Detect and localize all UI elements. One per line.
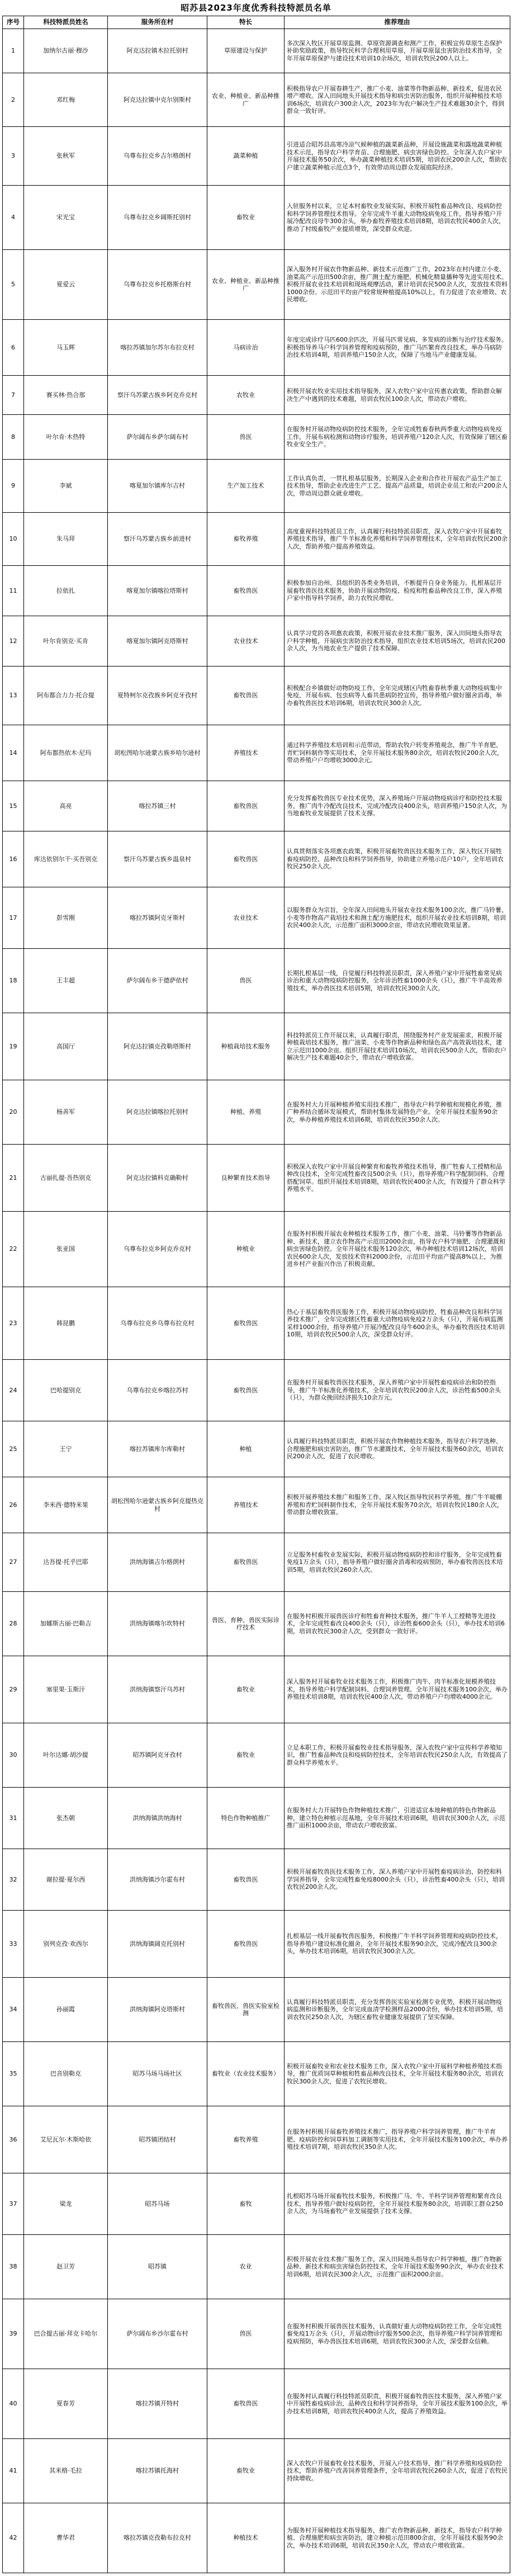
specialty: 畜牧兽医	[207, 831, 285, 887]
table-row	[3, 415, 510, 460]
recommendation-reason: 科技特派员工作开展以来，认真履行职责，围绕服务村产业发展需求，积极开展种植栽培技术服务，推广油菜、小麦等作物新品种和绿色高产高效栽培技术，建立示范田1000余亩。组织开展技术培训10场次，培训农民500余人次，帮助农户解决生产技术难题40余个，带动农户增收致富。	[285, 1013, 510, 1080]
specialty: 种植栽培技术服务	[207, 1013, 285, 1080]
service-village: 喀夏加尔镇喀拉塔斯村	[108, 566, 207, 616]
commissioner-name: 叶尔肯·木热特	[24, 415, 108, 460]
header-name: 科技特派员姓名	[24, 16, 108, 29]
commissioner-name: 梁龙	[24, 2173, 108, 2235]
table-row	[3, 376, 510, 415]
service-village: 阿克达拉镇科克确勒村	[108, 1145, 207, 1212]
row-number: 8	[3, 415, 24, 460]
table-row	[3, 2042, 510, 2106]
table-row	[3, 2503, 510, 2573]
specialty: 畜牧业（农业技术服务）	[207, 2042, 285, 2106]
table-row	[3, 513, 510, 566]
row-number: 35	[3, 2042, 24, 2106]
row-number: 13	[3, 667, 24, 725]
row-number: 10	[3, 513, 24, 566]
table-row	[3, 1978, 510, 2042]
service-village: 洪纳海镇吉尔格朗村	[108, 1533, 207, 1592]
service-village: 乌尊布拉克乡喀拉苏村	[108, 1360, 207, 1421]
service-village: 喀拉苏镇三村	[108, 781, 207, 831]
specialty: 特色作物种植推广	[207, 1788, 285, 1849]
commissioner-name: 王宁	[24, 1421, 108, 1477]
row-number: 33	[3, 1911, 24, 1978]
table-row	[3, 566, 510, 616]
table-row	[3, 320, 510, 376]
service-village: 喀夏加尔镇阿克塔斯村	[108, 616, 207, 667]
commissioner-name: 赛买林·热合那	[24, 376, 108, 415]
row-number: 18	[3, 949, 24, 1013]
specialty: 畜牧兽医、兽医实验室检测	[207, 1978, 285, 2042]
recommendation-reason: 立足本职工作，积极开展畜牧业技术指导服务，深入农牧户家中宣传科学养殖知识，推广牲畜品种改良和疫病防控技术，全年培训农牧民250余人次，有效提高了群众科学养殖水平。	[285, 1723, 510, 1788]
table-row	[3, 1287, 510, 1360]
row-number: 22	[3, 1212, 24, 1287]
table-row	[3, 1013, 510, 1080]
commissioner-name: 别列克孜·欢西尔	[24, 1911, 108, 1978]
recommendation-reason: 在服务村大力开展种植养殖实用技术推广，指导农户科学种植和规模化养殖，推广种养结合循环发展模式，帮助村集体发展特色产业。全年开展技术服务90余次，举办种植养殖技术培训6期，培训农牧民350余人次。	[285, 1080, 510, 1145]
recommendation-reason: 在服务村开展动物疫病防控技术服务，全年完成牲畜春秋两季重大动物疫病免疫工作，开展布病检测和动物诊疗服务，培训养殖户120余人次，有效保障了辖区畜牧业安全生产。	[285, 415, 510, 460]
service-village: 察汗乌苏蒙古族乡温泉村	[108, 831, 207, 887]
row-number: 3	[3, 127, 24, 186]
recommendation-reason: 长期扎根基层一线，自觉履行科技特派员职责，深入养殖户家中开展牲畜常见病诊治和重大动物疫病防控服务，全年诊治牲畜1000余头（只），推广牛羊高效养殖技术，举办兽医技术培训5期，培训农牧民300余人次。	[285, 949, 510, 1013]
recommendation-reason: 在服务村积极开展兽医诊疗和牲畜育种技术服务，推广牛羊人工授精等先进技术，全年完成牲畜改良400余头（只），诊治牲畜600余头（只），举办技术培训6期，培训农牧民300余人次，受到群众一致好评。	[285, 1592, 510, 1656]
row-number: 4	[3, 186, 24, 250]
recommendation-reason: 深入服务村开展农作物新品种、新技术示范推广工作，2023年在村内建立小麦、油菜高产示范田500余亩，推广测土配方施肥、机械化精量播种等先进实用技术。积极开展农业技术培训和现场观摩活动，累计培训农民500余人次，发放技术资料1000余份。示范田平均亩产较常规种植提高10%以上，有力促进了农业增效、农民增收。	[285, 250, 510, 320]
specialty: 畜牧兽医	[207, 781, 285, 831]
table-row	[3, 949, 510, 1013]
recommendation-reason: 积极开展养殖技术推广和服务工作，深入牧区指导牧民科学养殖，推广牛羊暖棚养殖和青贮饲料制作技术，全年开展技术服务70余次，培训农牧民180余人次，带动群众增收致富。	[285, 1477, 510, 1533]
recommendation-reason: 积极开展畜牧兽医技术服务工作，深入养殖户家中开展牲畜疫病诊治、防控和科学饲养指导，全年完成牲畜免疫8000余头（只），诊治牲畜400余头（只），培训农牧民200余人次。	[285, 1849, 510, 1911]
commissioner-name: 库达依别尔干·买吾别克	[24, 831, 108, 887]
commissioner-name: 曹华君	[24, 2503, 108, 2573]
row-number: 15	[3, 781, 24, 831]
table-row	[3, 2299, 510, 2369]
specialty: 蔬菜种植	[207, 127, 285, 186]
specialty: 畜牧业	[207, 1656, 285, 1723]
service-village: 夏特柯尔克孜族乡阿克牙孜村	[108, 667, 207, 725]
recommendation-reason: 立足服务村畜牧业发展实际，积极开展动物疫病防控和诊疗服务，全年完成牲畜免疫1万余头（只），指导养殖户做好圈舍消毒和疫病预防，举办畜牧兽医技术培训5期，培训农牧民260余人次。	[285, 1533, 510, 1592]
commissioner-name: 古丽扎提·吾热别克	[24, 1145, 108, 1212]
recommendation-reason: 积极开展畜牧业和农业技术服务工作，深入农牧户家中开展科学种植养殖技术指导，推广优质饲草种植和牲畜品种改良技术，全年开展技术服务80余次，培训农牧民300余人次，促进了农牧民增收。	[285, 2042, 510, 2106]
row-number: 12	[3, 616, 24, 667]
recommendation-reason: 在服务村开展畜牧兽医技术服务，深入养殖户家中开展牲畜疫病诊治和防控指导，推广牛羊标准化养殖技术，全年培训农牧民200余人次，诊治牲畜500余头（只），为群众挽回经济损失10余万元。	[285, 1360, 510, 1421]
row-number: 9	[3, 460, 24, 513]
recommendation-reason: 认真贯彻落实各项惠农政策，积极开展畜牧兽医技术服务工作，深入牧区开展牲畜疫病防控、品种改良和科学饲养指导，协助建立养殖示范户10户，全年培训农牧民250余人次。	[285, 831, 510, 887]
row-number: 27	[3, 1533, 24, 1592]
specialty: 畜牧业	[207, 186, 285, 250]
commissioner-name: 谢拉提·夏尔西	[24, 1849, 108, 1911]
specialty: 畜牧业	[207, 2439, 285, 2503]
specialty: 畜牧业	[207, 1723, 285, 1788]
service-village: 乌尊布拉克乡吉尔格朗村	[108, 127, 207, 186]
recommendation-reason: 热心于基层畜牧兽医服务工作，积极开展动物疫病防控、牲畜品种改良和科学饲养技术推广，全年完成辖区牲畜重大动物疫病免疫2万余头（只），开展布病监测采样1000余份，指导养殖户开展冷配改良母牛600余头，举办畜牧兽医技术培训10期，培训农牧民500余人次，深受群众好评。	[285, 1287, 510, 1360]
table-row	[3, 1080, 510, 1145]
table-body	[3, 29, 510, 2573]
recommendation-reason: 扎根昭苏马场开展畜牧技术服务，积极推广马、牛、羊科学饲养管理和繁育改良技术，指导养殖户做好疫病防控，全年开展技术服务80余次，培训职工群众250余人次，为马场畜牧产业发展提供了技术支撑。	[285, 2173, 510, 2235]
recommendation-reason: 以服务群众为宗旨，全年深入田间地头开展农业技术服务100余次，推广马铃薯、小麦等作物高产栽培技术和测土配方施肥技术，组织开展农业技术培训8期，培训农民400余人次，示范推广面积3000余亩，带动农民增收效果显著。	[285, 887, 510, 949]
row-number: 23	[3, 1287, 24, 1360]
service-village: 萨尔阔布乡沙尔霍布村	[108, 2299, 207, 2369]
commissioner-name: 巴哈提别克	[24, 1360, 108, 1421]
recommendation-reason: 通过科学养殖技术培训和示范带动，帮助农牧户转变养殖观念，推广牛羊育肥、青贮饲料制作等实用技术，全年开展技术服务80余次，培训农牧民200余人次，带动养殖户户均增收3000余元。	[285, 725, 510, 781]
commissioner-name: 加纳尔古丽·穆沙	[24, 29, 108, 73]
service-village: 喀拉苏镇库尔库勒村	[108, 1421, 207, 1477]
row-number: 31	[3, 1788, 24, 1849]
recommendation-reason: 工作认真负责，一贯扎根基层服务，长期深入企业和合作社开展农产品生产加工技术指导，帮助企业改进生产工艺、提高产品质量，培训企业员工和农户200余人次，带动周边群众就业增收。	[285, 460, 510, 513]
service-village: 萨尔阔布乡萨尔阔布村	[108, 415, 207, 460]
service-village: 喀夏加尔镇库尔吉村	[108, 460, 207, 513]
service-village: 昭苏马场马场社区	[108, 2042, 207, 2106]
specialty: 畜牧兽医	[207, 1360, 285, 1421]
commissioner-name: 彭雪刚	[24, 887, 108, 949]
commissioner-name: 李米西·德特米果	[24, 1477, 108, 1533]
commissioner-name: 巴音别勒克	[24, 2042, 108, 2106]
row-number: 24	[3, 1360, 24, 1421]
recommendation-reason: 积极开展农业技术推广服务工作，深入田间地头指导农户科学种植，推广作物新品种、新技术和病虫害绿色防控技术，全年开展技术服务90余次，举办农业技术培训6期，培训农民300余人次，示范推广面积2000余亩。	[285, 2235, 510, 2299]
service-village: 昭苏马场	[108, 2173, 207, 2235]
row-number: 36	[3, 2106, 24, 2173]
specialty: 兽医	[207, 2299, 285, 2369]
recommendation-reason: 深入农牧户开展畜牧业技术服务，开展入户技术指导，推广科学养殖和疫病防控技术，帮助养殖户改善饲养管理条件，全年培训农牧民260余人次，促进了农牧民持续增收。	[285, 2439, 510, 2503]
specialty: 畜牧兽医	[207, 1849, 285, 1911]
table-row	[3, 887, 510, 949]
table-row	[3, 2369, 510, 2439]
service-village: 喀拉苏镇开特村	[108, 2369, 207, 2439]
table-row	[3, 781, 510, 831]
table-row	[3, 1421, 510, 1477]
table-row	[3, 1212, 510, 1287]
table-row	[3, 1360, 510, 1421]
specialty: 农业、种植业、新品种推广	[207, 73, 285, 127]
table-row	[3, 2106, 510, 2173]
recommendation-reason: 多次深入牧区开展草原监测、草原资源调查和测产工作，积极宣传草原生态保护补助奖励政策，指导牧民科学合理利用草原，开展草原鼠虫害防治技术指导，全年开展草原保护与建设技术培训10余场次，培训农牧民200人以上。	[285, 29, 510, 73]
specialty: 农业、种植业、新品种推广	[207, 250, 285, 320]
row-number: 5	[3, 250, 24, 320]
specialty: 兽医、育种、兽医实际诊疗技术	[207, 1592, 285, 1656]
specialty: 兽医	[207, 415, 285, 460]
table-row	[3, 1849, 510, 1911]
table-row	[3, 460, 510, 513]
commissioner-name: 朱马拜	[24, 513, 108, 566]
specialty: 种植技术	[207, 2503, 285, 2573]
commissioner-name: 张杰朝	[24, 1788, 108, 1849]
service-village: 洪纳海镇沙尔霍布村	[108, 1849, 207, 1911]
commissioner-name: 阿布都合力力·托合提	[24, 667, 108, 725]
recommendation-reason: 在服务村积极开展兽医技术服务，认真做好重大动物疫病防控工作，全年完成牲畜免疫1万余头（只），开展动物诊疗服务500余次，指导养殖户科学饲养管理和疫病预防，举办兽医技术培训6期，培训农牧民300余人次，深受群众信赖。	[285, 2299, 510, 2369]
row-number: 17	[3, 887, 24, 949]
recommendation-reason: 积极指导农户开展春耕生产，推广小麦、油菜等作物新品种、新技术，促进农民增产增收。深入田间地头开展技术指导和病虫害防治服务，组织开展种植技术培训6场次，培训农户300余人次，2023年为农户解决生产技术难题30余个，得到群众一致好评。	[285, 73, 510, 127]
specialty: 农业技术	[207, 616, 285, 667]
commissioner-table	[2, 16, 510, 2573]
commissioner-name: 其米格·毛拉	[24, 2439, 108, 2503]
table-row	[3, 1788, 510, 1849]
service-village: 阿克达拉镇中克尔别斯村	[108, 73, 207, 127]
table-row	[3, 2439, 510, 2503]
recommendation-reason: 在服务村大力开展特色作物种植技术推广，引进适宜本地种植的特色作物新品种，建立特色种植示范基地，全年开展技术培训6期，培训农民300余人次，示范推广面积1000余亩，带动农户增收致富。	[285, 1788, 510, 1849]
service-village: 阿克达拉镇克孜勒塔斯村	[108, 1013, 207, 1080]
commissioner-name: 塞里果·玉斯汗	[24, 1656, 108, 1723]
recommendation-reason: 高度重视科技特派员工作，认真履行科技特派员职责，深入农牧户家中开展畜牧养殖技术指导，推广牛羊标准化养殖和科学饲养管理技术，全年培训农牧民200余人次，帮助养殖户提高养殖效益。	[285, 513, 510, 566]
row-number: 34	[3, 1978, 24, 2042]
specialty: 农牧业	[207, 376, 285, 415]
specialty: 马病诊治	[207, 320, 285, 376]
specialty: 畜牧兽医	[207, 1287, 285, 1360]
service-village: 察汗乌苏蒙古族乡前进村	[108, 513, 207, 566]
specialty: 种植业	[207, 1212, 285, 1287]
row-number: 25	[3, 1421, 24, 1477]
commissioner-name: 高亮	[24, 781, 108, 831]
row-number: 19	[3, 1013, 24, 1080]
row-number: 2	[3, 73, 24, 127]
recommendation-reason: 在服务村积极开展畜牧养殖技术推广，指导养殖户科学饲养管理，推广牛羊育肥、疫病防控和饲草料加工调制等实用技术，全年开展技术服务100余次，举办养殖技术培训7期，培训农牧民350余人次。	[285, 2106, 510, 2173]
recommendation-reason: 为服务村开展种植技术指导服务，推广农作物新品种、新技术，指导农户科学种植、合理施肥和病虫害防治，建立种植示范田800余亩，全年开展技术服务90余次，举办技术培训6期，培训农民350余人次，带动农户增收致富。	[285, 2503, 510, 2573]
row-number: 7	[3, 376, 24, 415]
service-village: 阿克达拉镇喀拉托别村	[108, 1080, 207, 1145]
service-village: 乌尊布拉克乡阔斯托别村	[108, 186, 207, 250]
service-village: 洪纳海镇喀尔坎特村	[108, 1592, 207, 1656]
commissioner-name: 韩昆鹏	[24, 1287, 108, 1360]
service-village: 察汗乌苏蒙古族乡阿克乔克村	[108, 376, 207, 415]
specialty: 畜牧兽医	[207, 1533, 285, 1592]
commissioner-name: 马玉辉	[24, 320, 108, 376]
table-row	[3, 1723, 510, 1788]
commissioner-name: 宋光宝	[24, 186, 108, 250]
table-row	[3, 127, 510, 186]
table-row	[3, 831, 510, 887]
commissioner-name: 李斌	[24, 460, 108, 513]
commissioner-name: 张秋军	[24, 127, 108, 186]
service-village: 昭苏镇	[108, 2235, 207, 2299]
specialty: 草原建设与保护	[207, 29, 285, 73]
commissioner-name: 达吾提·托乎巴耶	[24, 1533, 108, 1592]
recommendation-reason: 入驻服务村以来，立足本村畜牧业发展实际，积极开展牲畜品种改良、疫病防控和科学饲养管理技术指导。全年完成牛羊重大动物疫病免疫工作，指导养殖户开展冷配改良母牛300余头，举办畜牧养殖技术培训8期，培训农牧民400余人次，推动了村级畜牧产业提质增效，深受群众欢迎。	[285, 186, 510, 250]
service-village: 喀拉苏镇阿克牙斯村	[108, 887, 207, 949]
recommendation-reason: 认真学习党的各项惠农政策，积极开展农业技术推广服务，深入田间地头指导农户科学种植，开展病虫害防治技术指导，组织农业技术培训5场次，培训农民200余人次，为当地农业生产提供了技术保障。	[285, 616, 510, 667]
service-village: 阿克达拉镇木拉托别村	[108, 29, 207, 73]
service-village: 胡松图哈尔逊蒙古族乡哈尔逊村	[108, 725, 207, 781]
service-village: 洪纳海镇阿克塔斯村	[108, 1978, 207, 2042]
row-number: 29	[3, 1656, 24, 1723]
service-village: 乌尊布拉克乡乌尊布拉克村	[108, 1287, 207, 1360]
specialty: 畜牧养殖	[207, 513, 285, 566]
table-row	[3, 1592, 510, 1656]
specialty: 种植	[207, 1421, 285, 1477]
recommendation-reason: 积极配合乡镇做好动物防疫工作，全年完成辖区内牲畜春秋季重大动物疫病集中免疫，开展布病、包虫病等人畜共患病防控宣传，指导养殖户做好圈舍消毒，举办畜牧兽医技术培训6期，培训农牧民300余人次。	[285, 667, 510, 725]
table-row	[3, 1145, 510, 1212]
service-village: 萨尔阔布乡干德萨依村	[108, 949, 207, 1013]
row-number: 28	[3, 1592, 24, 1656]
table-row	[3, 2173, 510, 2235]
row-number: 41	[3, 2439, 24, 2503]
specialty: 养殖技术	[207, 1477, 285, 1533]
commissioner-name: 叶尔肯别克·买肯	[24, 616, 108, 667]
page-title: 昭苏县2023年度优秀科技特派员名单	[181, 3, 331, 13]
service-village: 乌尊布拉克乡托格斯台村	[108, 250, 207, 320]
recommendation-reason: 年度完成诊疗马匹600余匹次，开展马匹常见病、多发病的诊断与治疗技术服务。积极指导养马户科学饲养管理和疫病预防，推广马匹繁育改良技术，举办马病防治技术培训4期，培训养殖户150余人次，保障了当地马产业健康发展。	[285, 320, 510, 376]
table-row	[3, 1911, 510, 1978]
recommendation-reason: 认真履行科技特派员职责，充分发挥兽医实验室检测专业优势，积极开展动物疫病监测和诊断服务，全年完成血清学检测样品2000余份，举办技术培训5期，培训农牧民250余人次，为辖区畜牧业健康发展提供了坚实保障。	[285, 1978, 510, 2042]
table-row	[3, 1477, 510, 1533]
service-village: 昭苏镇团结村	[108, 2106, 207, 2173]
row-number: 16	[3, 831, 24, 887]
header-number: 序号	[3, 16, 24, 29]
commissioner-name: 阿布都热依木·尼玛	[24, 725, 108, 781]
service-village: 洪纳海镇洪纳海村	[108, 1788, 207, 1849]
table-row	[3, 250, 510, 320]
specialty: 种植、养殖	[207, 1080, 285, 1145]
table-row	[3, 73, 510, 127]
specialty: 畜牧	[207, 2173, 285, 2235]
row-number: 20	[3, 1080, 24, 1145]
commissioner-name: 赵卫芳	[24, 2235, 108, 2299]
commissioner-name: 杨善军	[24, 1080, 108, 1145]
commissioner-name: 孙丽霞	[24, 1978, 108, 2042]
row-number: 32	[3, 1849, 24, 1911]
table-row	[3, 1656, 510, 1723]
specialty: 畜牧养殖	[207, 2106, 285, 2173]
row-number: 39	[3, 2299, 24, 2369]
row-number: 14	[3, 725, 24, 781]
specialty: 养殖技术	[207, 725, 285, 781]
service-village: 喀拉苏镇托海村	[108, 2439, 207, 2503]
recommendation-reason: 引进适合昭苏县高寒冷凉气候种植的蔬菜新品种，开展设施蔬菜和露地蔬菜种植技术示范，指导农户科学育苗、合理施肥、病虫害绿色防控。全年深入农户家中开展技术服务50余次，举办蔬菜种植技术培训5期，培训农民200余人次，帮助农户建立蔬菜种植示范点3个，有效带动周边群众发展庭院经济。	[285, 127, 510, 186]
specialty: 畜牧兽医	[207, 1911, 285, 1978]
row-number: 37	[3, 2173, 24, 2235]
commissioner-name: 夏春芳	[24, 2369, 108, 2439]
row-number: 30	[3, 1723, 24, 1788]
service-village: 洪纳海镇察汗乌苏村	[108, 1656, 207, 1723]
row-number: 21	[3, 1145, 24, 1212]
commissioner-name: 拉依扎	[24, 566, 108, 616]
recommendation-reason: 认真履行科技特派员职责，积极开展农作物种植技术服务，指导农户科学选种、合理施肥和病虫害防治，推广节水灌溉技术，全年开展技术服务60余次，培训农民200余人次，促进了农民增收。	[285, 1421, 510, 1477]
service-village: 喀拉苏镇加尔苏尔布拉克村	[108, 320, 207, 376]
service-village: 喀拉苏镇克孜勒布拉克村	[108, 2503, 207, 2573]
row-number: 42	[3, 2503, 24, 2573]
recommendation-reason: 在服务村积极开展农业种植技术服务工作，推广小麦、油菜、马铃薯等作物新品种、新技术，建立农作物高产示范田2000余亩，指导农户科学施肥、合理灌溉和病虫害绿色防控。全年开展技术服务120余次，举办种植技术培训12场次，培训农民600余人次，发放技术资料2000余份，示范田平均亩产提高8%以上，为推进乡村产业振兴作出了积极贡献。	[285, 1212, 510, 1287]
recommendation-reason: 积极深入农牧户家中开展良种繁育和畜牧养殖技术指导，推广牲畜人工授精和品种改良技术，全年完成牲畜改良500余头（只），指导养殖户科学配制饲料、合理搭配饲草。组织开展技术培训8期，培训农牧民400余人次，有效提升了群众科学养殖水平。	[285, 1145, 510, 1212]
recommendation-reason: 积极开展农牧业实用技术指导服务，深入农牧户家中宣传惠农政策，帮助群众解决生产中遇到的技术难题，培训农牧民100余人次，带动农户增收。	[285, 376, 510, 415]
recommendation-reason: 扎根基层一线开展畜牧兽医服务，积极推广牛羊科学饲养管理和疫病防控技术，指导养殖户建设标准化圈舍，全年开展技术服务90余次，完成冷配改良300余头，举办技术培训6期，培训农牧民300余人次。	[285, 1911, 510, 1978]
table-header-row	[3, 16, 510, 29]
specialty: 畜牧兽医	[207, 667, 285, 725]
commissioner-name: 艾尼瓦尔·木斯哈依	[24, 2106, 108, 2173]
specialty: 畜牧兽医	[207, 566, 285, 616]
row-number: 11	[3, 566, 24, 616]
service-village: 乌尊布拉克乡阿克乔克村	[108, 1212, 207, 1287]
commissioner-name: 夏爱云	[24, 250, 108, 320]
specialty: 兽医	[207, 949, 285, 1013]
specialty: 农业	[207, 2235, 285, 2299]
service-village: 胡松图哈尔逊蒙古族乡阿克提热克村	[108, 1477, 207, 1533]
recommendation-reason: 积极参加自治州、县组织的各类业务培训，不断提升自身业务能力。扎根基层开展畜牧兽医技术服务，协助开展动物防疫、检疫和牲畜品种改良工作，深入养殖户家中指导科学饲养，助力农牧民增收。	[285, 566, 510, 616]
table-row	[3, 186, 510, 250]
service-village: 洪纳海镇阔克托别村	[108, 1911, 207, 1978]
table-row	[3, 29, 510, 73]
commissioner-name: 叶尔达娜·胡沙提	[24, 1723, 108, 1788]
table-row	[3, 1533, 510, 1592]
commissioner-name: 邓红梅	[24, 73, 108, 127]
commissioner-name: 王丰超	[24, 949, 108, 1013]
table-row	[3, 725, 510, 781]
row-number: 38	[3, 2235, 24, 2299]
commissioner-name: 加娜斯古丽·巴勒吉	[24, 1592, 108, 1656]
row-number: 26	[3, 1477, 24, 1533]
header-specialty: 特长	[207, 16, 285, 29]
recommendation-reason: 在服务村认真履行科技特派员职责，积极开展畜牧兽医技术服务，深入养殖户家中开展牲畜疫病诊治、品种改良和科学饲养指导，全年开展技术服务100余次，举办技术培训8期，培训农牧民400余人次，提高了养殖效益。	[285, 2369, 510, 2439]
row-number: 6	[3, 320, 24, 376]
specialty: 良种繁育技术指导	[207, 1145, 285, 1212]
specialty: 农业技术	[207, 887, 285, 949]
header-village: 服务所在村	[108, 16, 207, 29]
specialty: 生产加工技术	[207, 460, 285, 513]
commissioner-name: 张亚国	[24, 1212, 108, 1287]
table-row	[3, 667, 510, 725]
table-row	[3, 2235, 510, 2299]
row-number: 40	[3, 2369, 24, 2439]
row-number: 1	[3, 29, 24, 73]
commissioner-name: 巴合提古丽·拜克卡哈尔	[24, 2299, 108, 2369]
header-reason: 推荐理由	[285, 16, 510, 29]
specialty: 畜牧兽医	[207, 2369, 285, 2439]
commissioner-name: 高国厅	[24, 1013, 108, 1080]
service-village: 昭苏镇阿克牙孜村	[108, 1723, 207, 1788]
recommendation-reason: 充分发挥畜牧兽医专业技术优势，深入养殖场户开展动物疫病诊疗和防控技术服务，推广肉牛冷配改良技术，完成冷配改良400余头，培训养殖户150余人次，为当地畜牧业发展提供了技术支撑。	[285, 781, 510, 831]
table-row	[3, 616, 510, 667]
recommendation-reason: 深入服务村开展畜牧业技术服务工作，积极推广肉牛、肉羊标准化规模养殖技术，指导养殖户科学配制饲料、合理饲养管理。全年开展技术服务100余次，举办养殖技术培训8期，培训农牧民400余人次，带动养殖户户均增收4000余元。	[285, 1656, 510, 1723]
